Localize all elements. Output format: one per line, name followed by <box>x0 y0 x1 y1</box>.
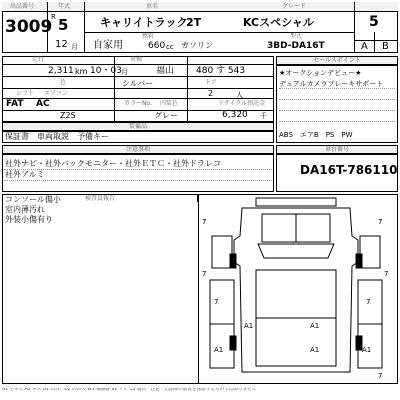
notes: 社外ナビ・社外バックモニター・社外ＥＴＣ・社外ドラレコ 社外アルミ <box>5 159 221 179</box>
mark-left-door: 7 <box>214 298 219 306</box>
interior-color: グレー <box>154 111 178 120</box>
interior-score: B <box>382 41 389 52</box>
equipment: 保証書 車両取説 予備キー <box>5 132 109 141</box>
doors: 2 <box>208 89 214 98</box>
cc-unit: cc <box>166 43 174 51</box>
damage-diagram <box>200 196 396 382</box>
label-year: 年式 <box>58 3 71 10</box>
model-code: 3BD-DA16T <box>267 41 325 51</box>
label-shift: シフト <box>16 90 35 97</box>
mark-right-door: 7 <box>366 298 371 306</box>
recycle-price: 6,320 <box>222 110 248 120</box>
plate-region: 福山 <box>156 66 175 76</box>
mark-bed-center: A1 <box>310 322 320 330</box>
label-car-name: 車名 <box>146 3 159 10</box>
engine-cc: 660 <box>148 41 166 51</box>
diagram-front-bumper <box>256 198 336 206</box>
label-color-no: カラーNo. <box>124 100 152 107</box>
label-doors: ドア <box>205 79 217 86</box>
label-fuel: 燃料 <box>142 33 155 40</box>
price-unit: 千 <box>260 112 267 120</box>
diagram-wheel-fl <box>230 254 236 268</box>
mark-front-left: 7 <box>202 218 207 226</box>
overall-score: 5 <box>369 14 379 30</box>
label-mileage: 走行 <box>32 56 45 63</box>
chassis-header: 車台番号 <box>276 145 398 154</box>
diagram-wheel-fr <box>356 254 362 268</box>
shaken-date: 10・03 <box>90 66 122 76</box>
label-shaken: 車検 <box>130 56 143 63</box>
label-model-code: 型式 <box>290 33 303 40</box>
label-color: 色 <box>60 79 67 86</box>
mark-rear-center: A1 <box>310 346 320 354</box>
mileage: 2,311 <box>48 66 74 76</box>
label-lot: 出品番号 <box>10 3 35 10</box>
inspector-note-1: 室内薄汚れ <box>5 205 45 214</box>
grade: KCスペシャル <box>243 16 314 29</box>
plate-number: 480 す 543 <box>196 66 246 76</box>
air-con: AC <box>36 99 50 109</box>
inspector-note-2: 外装小傷有り <box>5 215 53 224</box>
notes-header: 注意事項 <box>2 145 274 154</box>
mark-left-rear: A1 <box>214 346 224 354</box>
label-grade: グレード <box>282 3 307 10</box>
era: R <box>51 13 56 21</box>
model-2t: 2T <box>186 16 202 29</box>
car-name: キャリイトラック <box>100 16 188 29</box>
label-aircon: エアコン <box>44 90 68 97</box>
color: シルバー <box>122 79 154 88</box>
options-header: セールスポイント <box>276 56 398 65</box>
equipment-header: 装備品 <box>2 122 274 131</box>
diagram-right-door <box>360 236 380 268</box>
diagram-wheel-rl <box>230 336 236 350</box>
lot-number: 3009 <box>5 17 53 37</box>
mark-bed-a1: A1 <box>244 322 254 330</box>
model-year: 5 <box>58 16 69 34</box>
footer-legend: A1 小キズ A2 キズ U1 凹み U2 凹み大 W1 補修跡 S1 サビ C1 腐食 注意：出品車の品質を保証するものではありません <box>2 388 257 392</box>
features: ABS エアB PS PW <box>279 131 353 139</box>
chassis-number: DA16T-786110 <box>300 163 398 177</box>
mark-left-mid: 7 <box>202 270 207 278</box>
diagram-windshield <box>258 244 334 258</box>
month: 12 <box>55 39 68 50</box>
shaken-unit: 月 <box>121 68 128 76</box>
mark-rear-bottom: 7 <box>378 372 383 380</box>
fuel: ガソリン <box>181 41 213 50</box>
trim-code: Z2S <box>60 111 76 120</box>
mark-right-rear: A1 <box>362 346 372 354</box>
inspector-header: 検査員報告 <box>2 194 198 202</box>
mark-right-mid: 7 <box>384 270 389 278</box>
label-recycle: リサイクル預託金 <box>218 100 266 107</box>
mark-front-right: 7 <box>378 218 383 226</box>
inspector-note-0: コンソール傷小 <box>5 195 61 204</box>
use-type: 自家用 <box>93 40 123 51</box>
diagram-left-door <box>212 236 232 268</box>
sales-points: ★オークションデビュー★ デュアルカメラブレーキサポート <box>279 69 384 88</box>
doors-unit: 人 <box>236 91 243 99</box>
mileage-unit: km <box>75 67 88 76</box>
month-unit: 月 <box>71 43 78 51</box>
label-int-color: 内装色 <box>160 100 179 107</box>
exterior-score: A <box>361 41 368 52</box>
transmission: FAT <box>6 99 24 109</box>
